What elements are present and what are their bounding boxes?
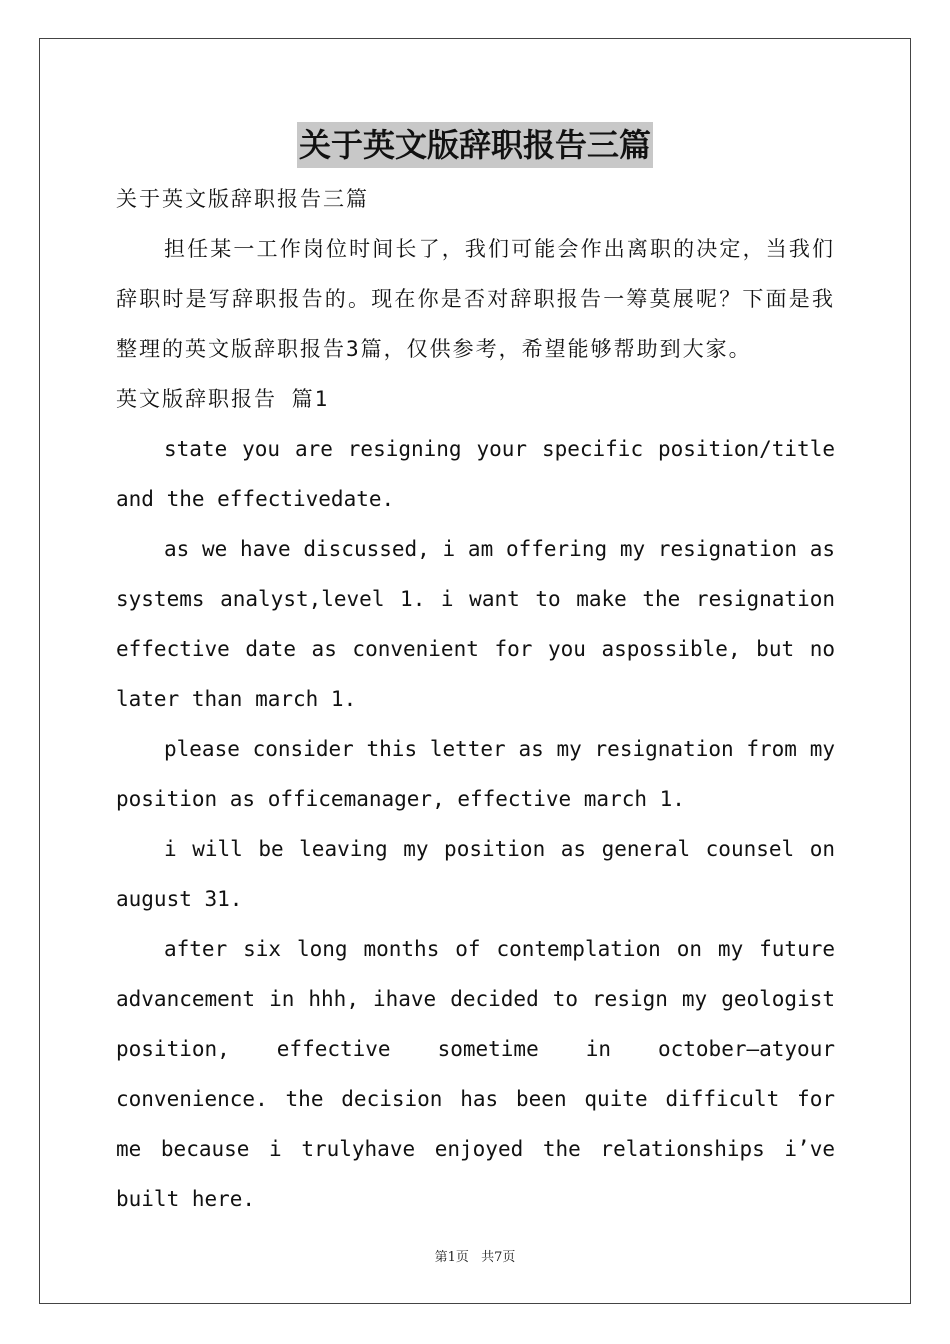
title-container: [0, 122, 950, 168]
document-title: 关于英文版辞职报告三篇: [297, 122, 653, 168]
intro-paragraph: 担任某一工作岗位时间长了，我们可能会作出离职的决定，当我们辞职时是写辞职报告的。现在你是否对辞职报告一筹莫展呢？下面是我整理的英文版辞职报告3篇，仅供参考，希望能够帮助到大家。: [116, 237, 835, 361]
body-paragraph-3: please consider this letter as my resignation from my position as officemanager, effective march 1.: [116, 737, 835, 811]
page-footer: [0, 1246, 950, 1265]
document-subtitle: 关于英文版辞职报告三篇: [116, 187, 369, 211]
body-paragraph-4: i will be leaving my position as general counsel on august 31.: [116, 837, 835, 911]
page-number: 第1页: [434, 1250, 469, 1265]
page-total: 共7页: [481, 1250, 516, 1265]
body-paragraph-1: state you are resigning your specific position/title and the effectivedate.: [116, 437, 835, 511]
section-heading: 英文版辞职报告 篇1: [116, 387, 330, 411]
document-body: [116, 174, 835, 1224]
body-paragraph-2: as we have discussed, i am offering my resignation as systems analyst,level 1. i want to make the resignation effective date as convenient for you aspossible, but no later than march 1.: [116, 537, 835, 711]
body-paragraph-5: after six long months of contemplation on my future advancement in hhh, ihave decided to resign my geologist position, effective sometime in october–atyour convenience. the decision has been quite difficult for me because i trulyhave enjoyed the relationships i’ve built here.: [116, 937, 835, 1211]
